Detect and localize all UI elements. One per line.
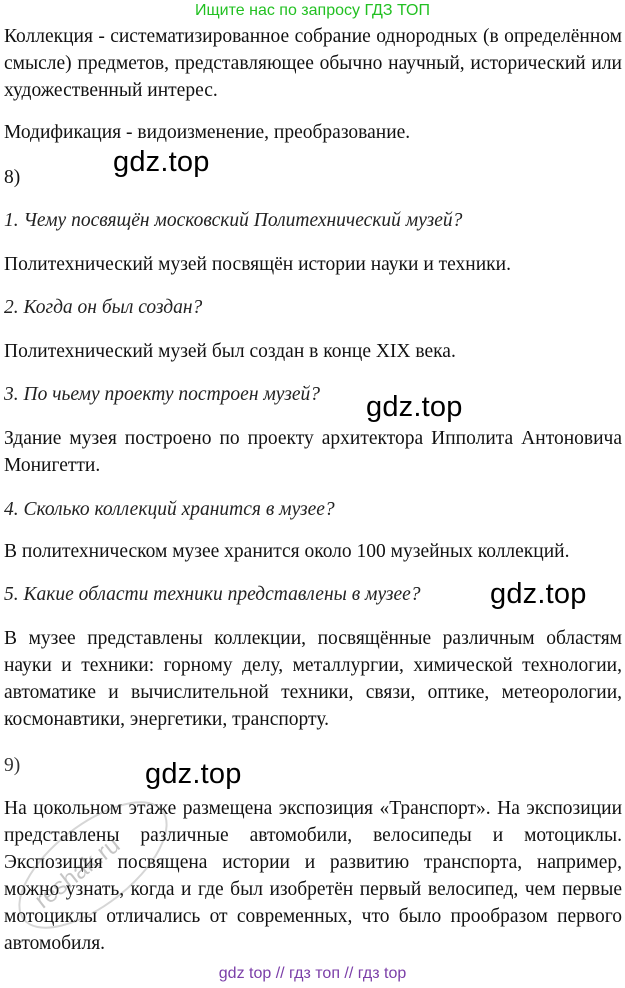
question-3: 3. По чьему проекту построен музей? [4, 384, 320, 405]
watermark-gdz-top: gdz.top [366, 391, 463, 423]
answer-5: В музее представлены коллекции, посвящённые различным областям науки и техники: горному делу, металлургии, химической технологии, автоматике и вычислительной техники, связи, оптике, метеорологии, космонавтики, энергетики, транспорту. [4, 628, 622, 730]
answer-1: Политехнический музей посвящён истории науки и техники. [4, 254, 511, 275]
question-4: 4. Сколько коллекций хранится в музее? [4, 499, 335, 520]
paragraph-collection-definition: Коллекция - систематизированное собрание однородных (в определённом смысле) предметов, представляющее обычно научный, исторический или художественный интерес. [4, 26, 622, 101]
question-5: 5. Какие области техники представлены в музее? [4, 584, 421, 605]
watermark-gdz-top: gdz.top [490, 578, 587, 610]
question-2: 2. Когда он был создан? [4, 297, 203, 318]
watermark-gdz-top: gdz.top [145, 758, 242, 790]
answer-9: На цокольном этаже размещена экспозиция «Транспорт». На экспозиции представлены различные автомобили, велосипеды и мотоциклы. Экспозиция посвящена истории и развитию транспорта, например, можно узнать, когда и где был изобретён первый велосипед, чем первые мотоциклы отличались от современных, что было прообразом первого автомобиля. [4, 798, 622, 954]
stamp-text: reshak.ru [29, 831, 126, 915]
answer-3: Здание музея построено по проекту архитектора Ипполита Антоновича Монигетти. [4, 428, 622, 476]
section-number-9: 9) [4, 755, 21, 776]
paragraph-modification-definition: Модификация - видоизменение, преобразование. [4, 122, 411, 143]
answer-4: В политехническом музее хранится около 100 музейных коллекций. [4, 541, 570, 562]
watermark-gdz-top: gdz.top [113, 146, 210, 178]
search-banner: Ищите нас по запросу ГДЗ ТОП [195, 2, 430, 19]
question-1: 1. Чему посвящён московский Политехнический музей? [4, 210, 463, 231]
footer-links: gdz top // гдз топ // гдз top [218, 965, 407, 982]
answer-2: Политехнический музей был создан в конце XIX века. [4, 341, 456, 362]
section-number-8: 8) [4, 167, 21, 188]
